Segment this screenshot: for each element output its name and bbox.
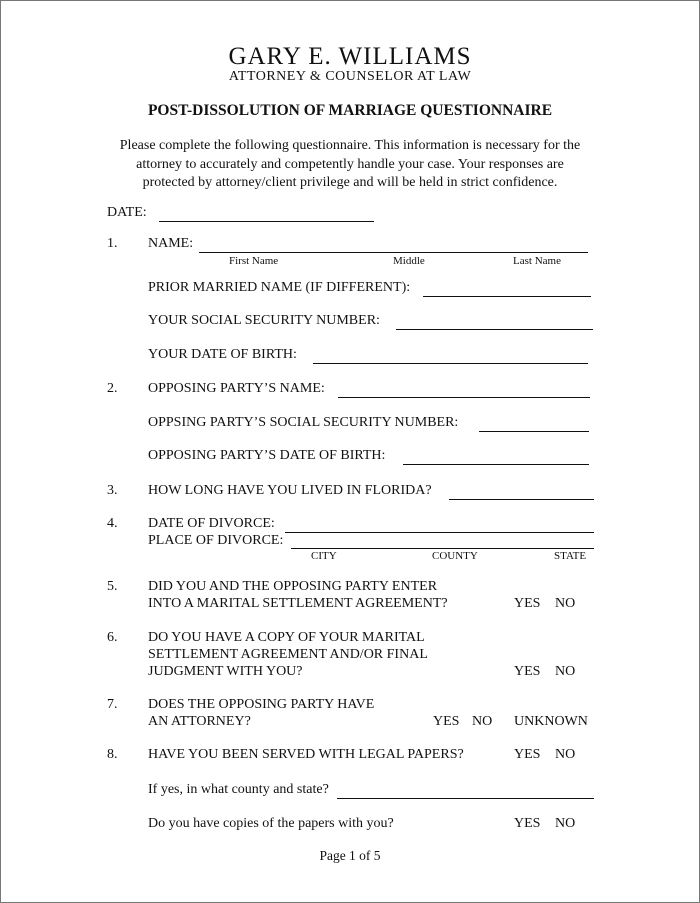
opposing-name-field[interactable] [338, 397, 590, 398]
county-caption: COUNTY [432, 550, 478, 562]
q2-number: 2. [107, 381, 118, 396]
q8-number: 8. [107, 747, 118, 762]
opposing-ssn-label: OPPSING PARTY’S SOCIAL SECURITY NUMBER: [148, 415, 459, 430]
opposing-name-label: OPPOSING PARTY’S NAME: [148, 381, 325, 396]
divorce-date-label: DATE OF DIVORCE: [148, 516, 275, 531]
intro-line: Please complete the following questionnaire. This information is necessary for the [119, 138, 581, 153]
copies-yes-option[interactable]: YES [514, 816, 541, 831]
q7-yes-option[interactable]: YES [433, 714, 460, 729]
q6-line: JUDGMENT WITH YOU? [148, 664, 303, 679]
middle-caption: Middle [393, 255, 425, 267]
q7-line: AN ATTORNEY? [148, 714, 251, 729]
q5-number: 5. [107, 579, 118, 594]
date-label: DATE: [107, 205, 147, 220]
q4-number: 4. [107, 516, 118, 531]
intro-line: attorney to accurately and competently handle your case. Your responses are [136, 156, 564, 172]
copies-label: Do you have copies of the papers with you? [148, 816, 394, 831]
q5-no-option[interactable]: NO [555, 596, 576, 611]
date-field[interactable] [159, 221, 374, 222]
q7-number: 7. [107, 697, 118, 712]
county-state-field[interactable] [337, 798, 594, 799]
q8-no-option[interactable]: NO [555, 747, 576, 762]
state-caption: STATE [554, 550, 587, 562]
q6-no-option[interactable]: NO [555, 664, 576, 679]
q6-number: 6. [107, 630, 118, 645]
page-number: Page 1 of 5 [319, 848, 381, 863]
florida-residence-label: HOW LONG HAVE YOU LIVED IN FLORIDA? [148, 483, 432, 498]
q6-line: SETTLEMENT AGREEMENT AND/OR FINAL [148, 647, 428, 662]
q7-line: DOES THE OPPOSING PARTY HAVE [148, 697, 375, 712]
dob-field[interactable] [313, 363, 588, 364]
opposing-ssn-field[interactable] [479, 431, 589, 432]
q5-line: DID YOU AND THE OPPOSING PARTY ENTER [148, 579, 438, 594]
q6-yes-option[interactable]: YES [514, 664, 541, 679]
ssn-field[interactable] [396, 329, 593, 330]
q8-yes-option[interactable]: YES [514, 747, 541, 762]
opposing-dob-field[interactable] [403, 464, 589, 465]
last-name-caption: Last Name [513, 255, 561, 267]
divorce-place-label: PLACE OF DIVORCE: [148, 533, 284, 548]
prior-name-label: PRIOR MARRIED NAME (IF DIFFERENT): [148, 280, 411, 295]
q5-line: INTO A MARITAL SETTLEMENT AGREEMENT? [148, 596, 448, 611]
dob-label: YOUR DATE OF BIRTH: [148, 347, 297, 362]
copies-no-option[interactable]: NO [555, 816, 576, 831]
name-field[interactable] [199, 252, 588, 253]
q5-yes-option[interactable]: YES [514, 596, 541, 611]
q3-number: 3. [107, 483, 118, 498]
q1-number: 1. [107, 236, 118, 251]
name-label: NAME: [148, 236, 194, 251]
served-label: HAVE YOU BEEN SERVED WITH LEGAL PAPERS? [148, 747, 464, 762]
ssn-label: YOUR SOCIAL SECURITY NUMBER: [148, 313, 380, 328]
intro-line: protected by attorney/client privilege and will be held in strict confidence. [142, 175, 558, 190]
q7-unknown-option[interactable]: UNKNOWN [514, 714, 588, 729]
opposing-dob-label: OPPOSING PARTY’S DATE OF BIRTH: [148, 448, 386, 463]
prior-name-field[interactable] [423, 296, 591, 297]
q7-no-option[interactable]: NO [472, 714, 493, 729]
q6-line: DO YOU HAVE A COPY OF YOUR MARITAL [148, 630, 425, 645]
firm-name: GARY E. WILLIAMS [228, 43, 472, 70]
divorce-date-field[interactable] [285, 532, 594, 533]
firm-subtitle: ATTORNEY & COUNSELOR AT LAW [228, 69, 472, 84]
intro-paragraph [1, 137, 699, 193]
document-title: POST-DISSOLUTION OF MARRIAGE QUESTIONNAIRE [147, 102, 553, 119]
divorce-place-field[interactable] [291, 548, 594, 549]
florida-residence-field[interactable] [449, 499, 594, 500]
first-name-caption: First Name [229, 255, 279, 267]
county-state-label: If yes, in what county and state? [148, 782, 329, 797]
city-caption: CITY [311, 550, 337, 562]
